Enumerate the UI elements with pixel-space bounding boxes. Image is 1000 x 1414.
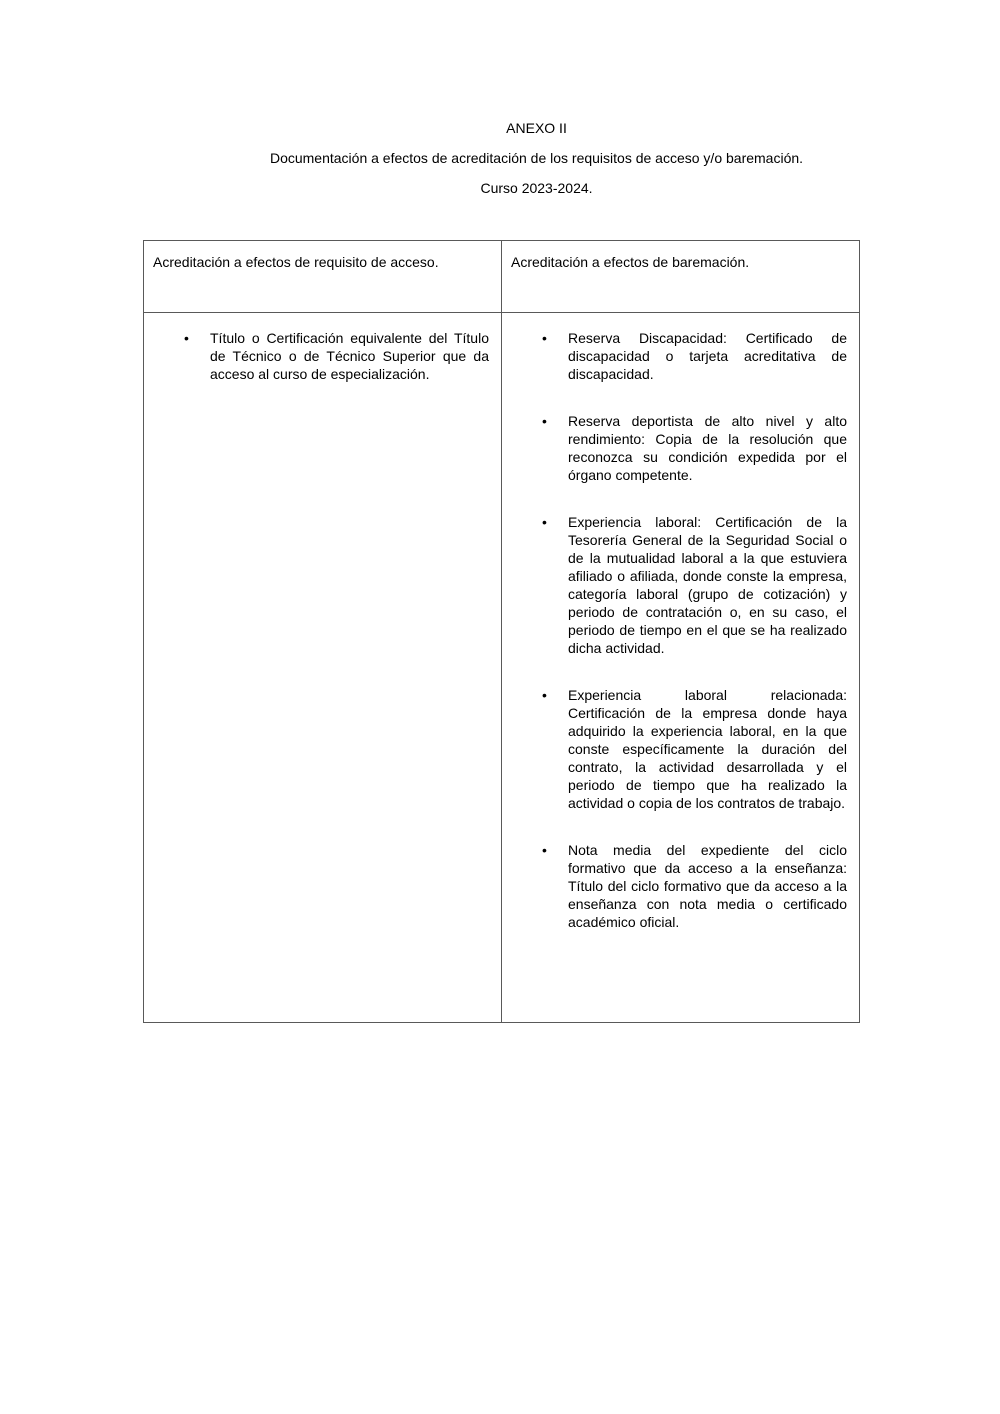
bullet-item: • Reserva deportista de alto nivel y alto rendimiento: Copia de la resolución que reconozca su condición expedida por el órgano competente. [502,412,859,484]
bullet-item: • Reserva Discapacidad: Certificado de discapacidad o tarjeta acreditativa de discapacidad. [502,329,859,383]
bullet-item: • Nota media del expediente del ciclo formativo que da acceso a la enseñanza: Título del ciclo formativo que da acceso a la enseñanza con nota media o certificado académico oficial. [502,841,859,931]
baremacion-bullet-list [502,329,859,931]
access-bullet-list [144,329,501,383]
table-header-row [144,241,860,313]
bullet-item: • Título o Certificación equivalente del Título de Técnico o de Técnico Superior que da acceso al curso de especialización. [144,329,501,383]
course-line: Curso 2023-2024. [480,180,593,196]
header-cell-requisito-acceso: Acreditación a efectos de requisito de acceso. [144,241,502,313]
bullet-item: • Experiencia laboral relacionada: Certificación de la empresa donde haya adquirido la experiencia laboral, en la que conste específicamente la duración del contrato, la actividad desarrollada y el periodo de tiempo que ha realizado la actividad o copia de los contratos de trabajo. [502,686,859,812]
bullet-item: • Experiencia laboral: Certificación de la Tesorería General de la Seguridad Social o de la mutualidad laboral a la que estuviera afiliado o afiliada, donde conste la empresa, categoría laboral (grupo de cotización) y periodo de contratación o, en su caso, el periodo de tiempo en el que se ha realizado dicha actividad. [502,513,859,657]
accreditation-table [143,240,860,1023]
page-title: ANEXO II [506,120,567,136]
header-cell-baremacion: Acreditación a efectos de baremación. [502,241,860,313]
body-cell-baremacion [502,313,860,1023]
table-body-row [144,313,860,1023]
body-cell-requisito-acceso [144,313,502,1023]
page-subtitle: Documentación a efectos de acreditación de los requisitos de acceso y/o baremación. [269,150,804,166]
